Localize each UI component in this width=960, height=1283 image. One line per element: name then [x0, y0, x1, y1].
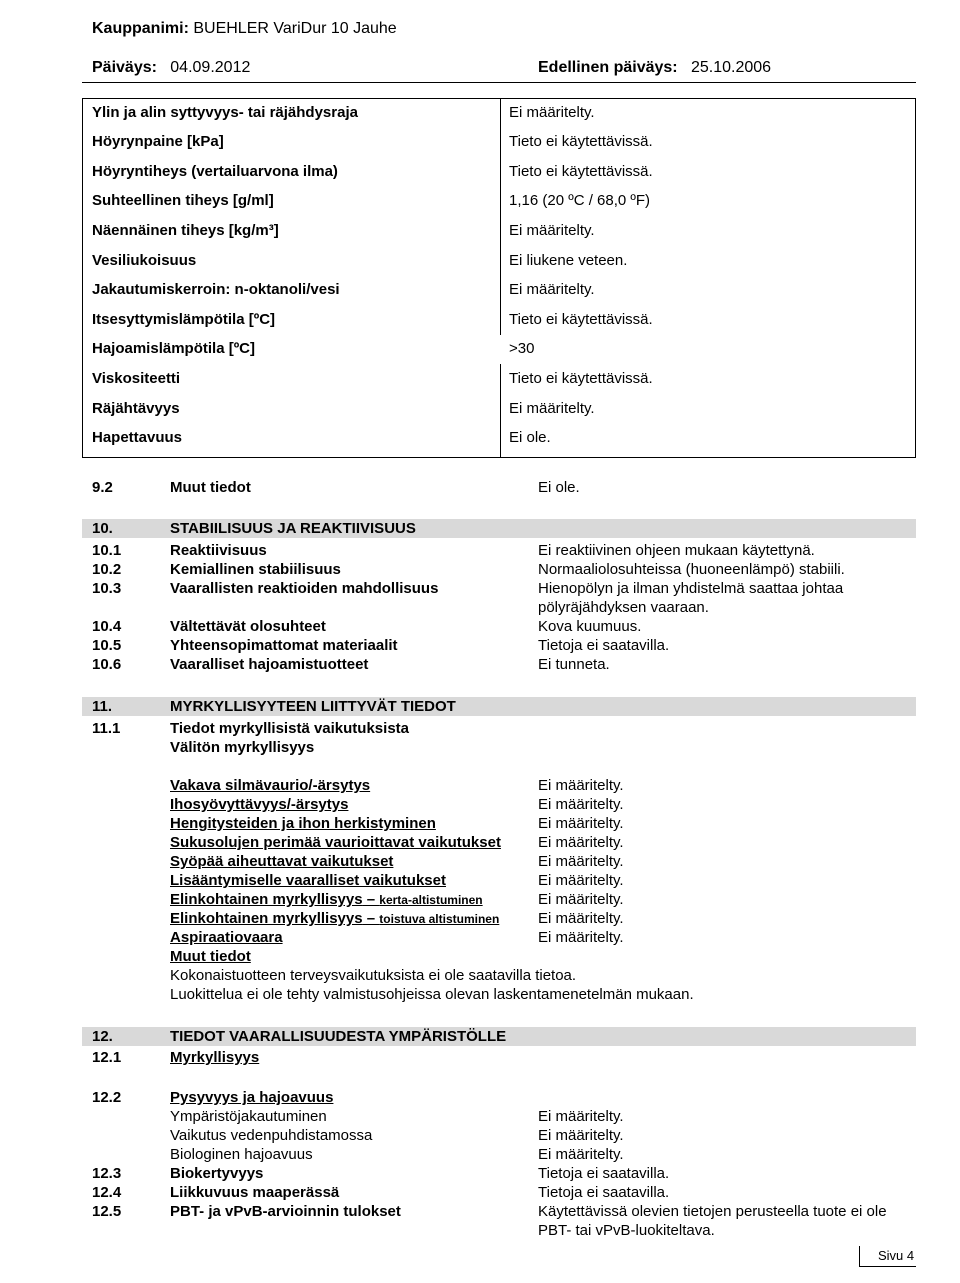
section-11-header — [82, 697, 916, 716]
property-label: Höyryntiheys (vertailuarvona ilma) — [92, 163, 338, 180]
item-number: 10.3 — [92, 580, 122, 597]
item-label: Pysyvyys ja hajoavuus — [170, 1089, 334, 1106]
list-item-continued — [0, 1222, 960, 1241]
date-value: 04.09.2012 — [170, 59, 251, 76]
item-label: PBT- ja vPvB-arvioinnin tulokset — [170, 1203, 401, 1220]
item-value: Ei määritelty. — [538, 853, 624, 870]
properties-table — [82, 98, 916, 458]
item-value: Tietoja ei saatavilla. — [538, 1184, 670, 1201]
paragraph-text: Kokonaistuotteen terveysvaikutuksista ei ole saatavilla tietoa. — [170, 967, 577, 984]
item-label: Vältettävät olosuhteet — [170, 618, 326, 635]
item-label-suffix: kerta-altistuminen — [379, 893, 483, 907]
item-label: Ympäristöjakautuminen — [170, 1108, 327, 1125]
item-label: Reaktiivisuus — [170, 542, 267, 559]
property-value: Ei määritelty. — [509, 400, 595, 417]
other-info-heading — [0, 948, 960, 967]
list-item — [0, 1089, 960, 1108]
property-value: >30 — [509, 340, 535, 357]
subheading — [0, 739, 960, 758]
list-item — [0, 542, 960, 561]
item-value: Ei määritelty. — [538, 891, 624, 908]
table-row — [83, 187, 915, 216]
table-row — [83, 276, 915, 305]
list-item — [0, 720, 960, 739]
section-10-header — [82, 519, 916, 538]
item-value: Tietoja ei saatavilla. — [538, 637, 670, 654]
table-row — [83, 217, 915, 246]
list-item — [0, 1049, 960, 1068]
item-label-suffix: toistuva altistuminen — [379, 912, 500, 926]
property-value: Ei määritelty. — [509, 104, 595, 121]
product-name-label: Kauppanimi: BUEHLER VariDur 10 Jauhe — [92, 20, 397, 37]
item-label: Vaarallisten reaktioiden mahdollisuus — [170, 580, 439, 597]
item-label: Vaikutus vedenpuhdistamossa — [170, 1127, 373, 1144]
property-value: Ei määritelty. — [509, 281, 595, 298]
item-number: 12.1 — [92, 1049, 122, 1066]
section-title: TIEDOT VAARALLISUUDESTA YMPÄRISTÖLLE — [170, 1028, 507, 1045]
item-label: Aspiraatiovaara — [170, 929, 283, 946]
property-value: Ei ole. — [509, 429, 551, 446]
list-item — [0, 580, 960, 599]
property-label: Jakautumiskerroin: n-oktanoli/vesi — [92, 281, 340, 298]
list-item — [0, 872, 960, 891]
property-label: Näennäinen tiheys [kg/m³] — [92, 222, 279, 239]
property-value: Ei määritelty. — [509, 222, 595, 239]
property-value: Tieto ei käytettävissä. — [509, 370, 653, 387]
property-label: Höyrynpaine [kPa] — [92, 133, 224, 150]
table-row — [83, 247, 915, 276]
item-value-continued: pölyräjähdyksen vaaraan. — [538, 599, 709, 616]
item-label: Myrkyllisyys — [170, 1049, 260, 1066]
item-value: Ei määritelty. — [538, 929, 624, 946]
table-row — [83, 158, 915, 187]
item-value: Hienopölyn ja ilman yhdistelmä saattaa johtaa — [538, 580, 844, 597]
property-label: Suhteellinen tiheys [g/ml] — [92, 192, 274, 209]
section-label: Muut tiedot — [170, 479, 251, 496]
item-label: Hengitysteiden ja ihon herkistyminen — [170, 815, 436, 832]
table-row — [83, 99, 915, 128]
item-number: 12.4 — [92, 1184, 122, 1201]
item-number: 10.5 — [92, 637, 122, 654]
item-label: Biologinen hajoavuus — [170, 1146, 313, 1163]
product-name: BUEHLER VariDur 10 Jauhe — [193, 20, 397, 37]
table-row — [83, 365, 915, 394]
section-value: Ei ole. — [538, 479, 580, 496]
item-value: Ei määritelty. — [538, 796, 624, 813]
item-value: Ei määritelty. — [538, 1108, 624, 1125]
section-9-2 — [0, 479, 960, 498]
property-label: Räjähtävyys — [92, 400, 180, 417]
property-label: Viskositeetti — [92, 370, 181, 387]
item-number: 12.5 — [92, 1203, 122, 1220]
list-item-continued — [0, 599, 960, 618]
item-label: Ihosyövyttävyys/-ärsytys — [170, 796, 349, 813]
section-12-header — [82, 1027, 916, 1046]
item-label: Vaaralliset hajoamistuotteet — [170, 656, 369, 673]
table-row — [83, 306, 915, 335]
list-item — [0, 1165, 960, 1184]
list-item — [0, 1108, 960, 1127]
table-row — [83, 335, 915, 364]
item-number: 12.3 — [92, 1165, 122, 1182]
item-number: 11.1 — [92, 720, 121, 737]
item-label: Vakava silmävaurio/-ärsytys — [170, 777, 371, 794]
section-title: MYRKYLLISYYTEEN LIITTYVÄT TIEDOT — [170, 698, 456, 715]
property-label: Vesiliukoisuus — [92, 252, 197, 269]
item-value: Ei tunneta. — [538, 656, 610, 673]
item-label: Liikkuvuus maaperässä — [170, 1184, 340, 1201]
item-label: Muut tiedot — [170, 948, 251, 965]
property-label: Hajoamislämpötila [ºC] — [92, 340, 256, 357]
item-value: Ei määritelty. — [538, 1146, 624, 1163]
item-label: Kemiallinen stabiilisuus — [170, 561, 341, 578]
list-item — [0, 834, 960, 853]
list-item — [0, 1184, 960, 1203]
item-label: Tiedot myrkyllisistä vaikutuksista — [170, 720, 409, 737]
list-item — [0, 815, 960, 834]
other-info-text — [0, 967, 960, 986]
date-label: Päiväys: 04.09.2012 — [92, 59, 251, 76]
item-value: Ei määritelty. — [538, 1127, 624, 1144]
table-row — [83, 128, 915, 157]
paragraph-text: Luokittelua ei ole tehty valmistusohjeissa olevan laskentamenetelmän mukaan. — [170, 986, 694, 1003]
item-value: Normaaliolosuhteissa (huoneenlämpö) stabiili. — [538, 561, 845, 578]
property-value: Ei liukene veteen. — [509, 252, 628, 269]
property-value: Tieto ei käytettävissä. — [509, 133, 653, 150]
item-value: Käytettävissä olevien tietojen perusteella tuote ei ole — [538, 1203, 887, 1220]
item-value: Kova kuumuus. — [538, 618, 642, 635]
item-label: Yhteensopimattomat materiaalit — [170, 637, 398, 654]
list-item — [0, 1203, 960, 1222]
item-value: Ei määritelty. — [538, 910, 624, 927]
property-value: Tieto ei käytettävissä. — [509, 311, 653, 328]
page-number: Sivu 4 — [878, 1248, 915, 1263]
item-label: Sukusolujen perimää vaurioittavat vaikutukset — [170, 834, 501, 851]
property-value: Tieto ei käytettävissä. — [509, 163, 653, 180]
table-row — [83, 395, 915, 424]
list-item — [0, 1146, 960, 1165]
list-item — [0, 853, 960, 872]
item-value: Ei määritelty. — [538, 815, 624, 832]
item-value: Ei määritelty. — [538, 872, 624, 889]
item-number: 12.2 — [92, 1089, 122, 1106]
item-value: Ei reaktiivinen ohjeen mukaan käytettynä. — [538, 542, 815, 559]
item-value: Ei määritelty. — [538, 777, 624, 794]
header-divider — [82, 82, 916, 83]
item-label: Lisääntymiselle vaaralliset vaikutukset — [170, 872, 446, 889]
table-row — [83, 424, 915, 453]
item-number: 10.4 — [92, 618, 122, 635]
item-number: 10.1 — [92, 542, 122, 559]
item-label: Syöpää aiheuttavat vaikutukset — [170, 853, 394, 870]
prev-date-label: Edellinen päiväys: 25.10.2006 — [538, 59, 772, 76]
item-label: Elinkohtainen myrkyllisyys – toistuva altistuminen — [170, 910, 500, 927]
property-label: Hapettavuus — [92, 429, 183, 446]
section-number: 11. — [92, 698, 113, 715]
section-number: 12. — [92, 1028, 113, 1045]
prev-date-value: 25.10.2006 — [690, 59, 772, 76]
list-item — [0, 777, 960, 796]
list-item — [0, 656, 960, 675]
item-number: 10.6 — [92, 656, 122, 673]
item-value-continued: PBT- tai vPvB-luokiteltava. — [538, 1222, 715, 1239]
property-label: Itsesyttymislämpötila [ºC] — [92, 311, 276, 328]
list-item — [0, 618, 960, 637]
property-value: 1,16 (20 ºC / 68,0 ºF) — [509, 192, 651, 209]
list-item — [0, 1127, 960, 1146]
item-label: Elinkohtainen myrkyllisyys – kerta-altistuminen — [170, 891, 483, 908]
item-value: Tietoja ei saatavilla. — [538, 1165, 670, 1182]
section-title: STABIILISUUS JA REAKTIIVISUUS — [170, 520, 416, 537]
item-number: 10.2 — [92, 561, 122, 578]
item-value: Ei määritelty. — [538, 834, 624, 851]
list-item — [0, 637, 960, 656]
list-item — [0, 891, 960, 910]
list-item — [0, 929, 960, 948]
section-number: 9.2 — [92, 479, 113, 496]
list-item — [0, 910, 960, 929]
property-label: Ylin ja alin syttyvyys- tai räjähdysraja — [92, 104, 358, 121]
section-number: 10. — [92, 520, 113, 537]
item-label: Biokertyvyys — [170, 1165, 264, 1182]
other-info-text — [0, 986, 960, 1005]
subheading-label: Välitön myrkyllisyys — [170, 739, 315, 756]
list-item — [0, 561, 960, 580]
list-item — [0, 796, 960, 815]
